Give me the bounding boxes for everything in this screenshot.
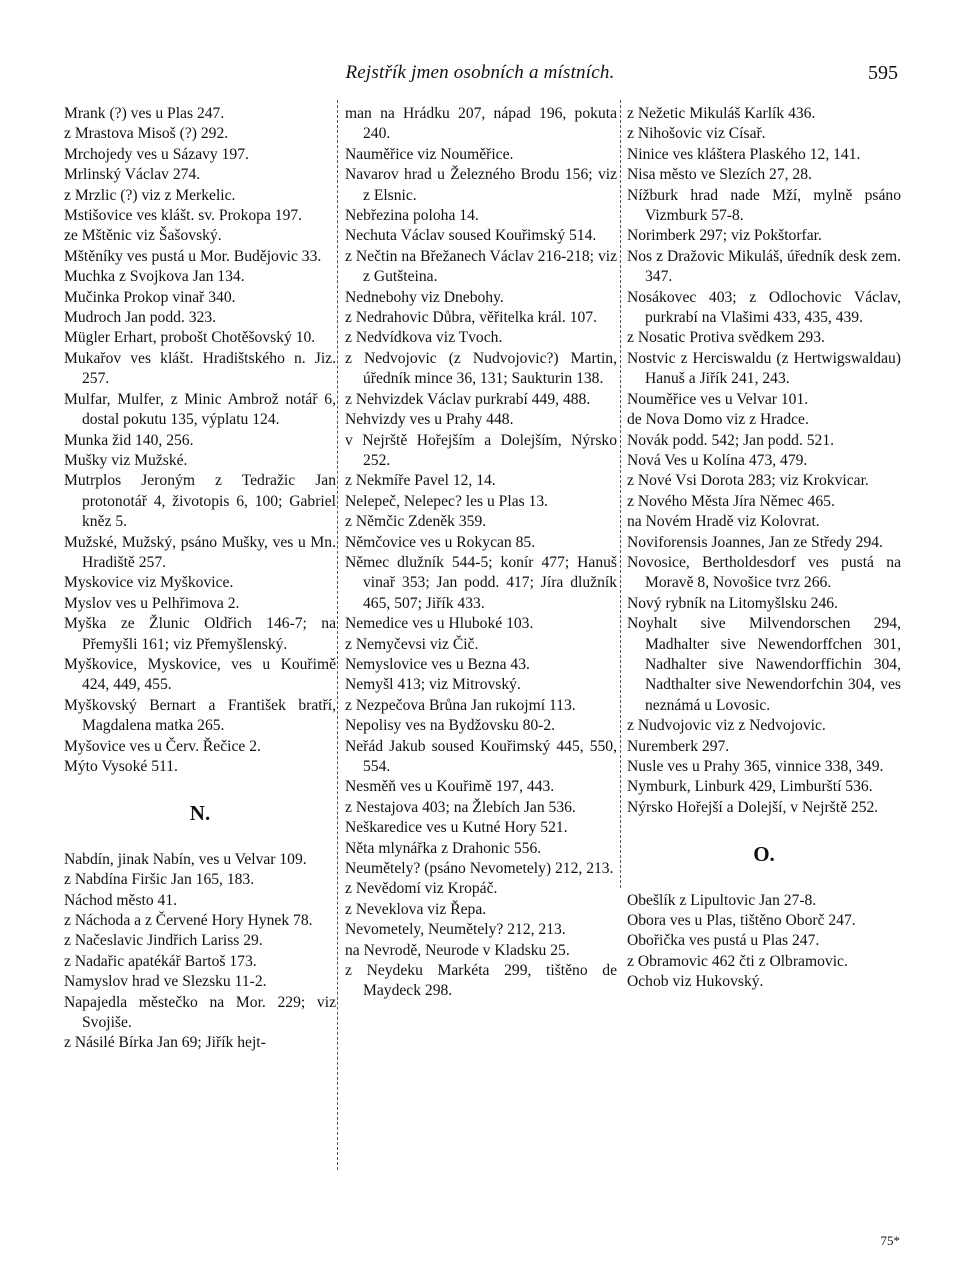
index-entry: Nemedice ves u Hluboké 103. [345,615,534,633]
index-entry: z Načeslavic Jindřich Lariss 29. [64,932,263,950]
entry-list [627,104,901,818]
index-entry: Neškaredice ves u Kutné Hory 521. [345,819,568,837]
index-entry: Myslov ves u Pelhřimova 2. [64,594,240,612]
index-entry: Mulfar, Mulfer, z Minic Ambrož notář 6, dostal pokutu 135, výplatu 124. [64,390,336,429]
column-divider-2 [620,100,621,888]
index-entry: Myškovský Bernart a František bratří, Magdalena matka 265. [64,696,336,735]
index-entry: z Nezpečova Brůna Jan rukojmí 113. [345,696,576,714]
index-entry: Nostvic z Herciswaldu (z Hertwigswaldau) Hanuš a Jiřík 241, 243. [627,349,901,388]
index-entry: Nemyslovice ves u Bezna 43. [345,655,530,673]
index-entry: Napajedla městečko na Mor. 229; viz Svojiše. [64,993,336,1032]
index-entry: Obora ves u Plas, tištěno Oborč 247. [627,912,856,930]
column-divider-1 [337,100,338,1170]
index-entry: z Nedrahovic Důbra, věřitelka král. 107. [345,309,597,327]
index-entry: Mutrplos Jeroným z Tedražic Jan protonotář 4, životopis 6, 100; Gabriel kněz 5. [64,472,336,531]
index-entry: z Nosatic Protiva svědkem 293. [627,329,825,347]
index-entry: Myskovice viz Myškovice. [64,574,234,592]
index-entry: na Nevrodě, Neurode v Kladsku 25. [345,941,570,959]
index-entry: Náchod město 41. [64,891,178,909]
index-entry: z Nabdína Firšic Jan 165, 183. [64,871,255,889]
index-entry: Myšovice ves u Červ. Řečice 2. [64,737,261,755]
index-entry: z Mrastova Misoš (?) 292. [64,125,229,143]
index-entry: Navarov hrad u Železného Brodu 156; viz z Elsnic. [345,166,617,204]
index-entry: Mštěníky ves pustá u Mor. Budějovic 33. [64,247,322,265]
index-entry: Norimberk 297; viz Pokštorfar. [627,227,822,245]
index-entry: Novosice, Bertholdesdorf ves pustá na Moravě 8, Novošice tvrz 266. [627,553,901,592]
index-entry: Nížburk hrad nade Mží, mylně psáno Vizmburk 57-8. [627,186,901,225]
index-entry: z Nevědomí viz Kropáč. [345,880,498,898]
index-entry: Mrchojedy ves u Sázavy 197. [64,145,249,163]
index-entry: Něta mlynářka z Drahonic 556. [345,839,542,857]
entry-list [627,891,901,993]
index-entry: z Nové Vsi Dorota 283; viz Krokvicar. [627,472,869,490]
index-entry: Myškovice, Myskovice, ves u Kouřimě 424, 449, 455. [64,655,336,694]
entry-list [345,104,617,1002]
index-entry: Nabdín, jinak Nabín, ves u Velvar 109. [64,850,307,868]
index-entry: Mudroch Jan podd. 323. [64,309,217,327]
index-column-3 [627,104,901,993]
index-entry: z Němčic Zdeněk 359. [345,513,487,531]
index-entry: Mušky viz Mužské. [64,451,188,469]
index-entry: z Nežetic Mikuláš Karlík 436. [627,105,816,122]
index-entry: Mügler Erhart, probošt Chotěšovský 10. [64,329,316,347]
index-entry: Noyhalt sive Milvendorschen 294, Madhalter sive Newendorffchen 301, Nadhalter sive Nawendorffichin 304, Nadthalter sive Newendorfchin 304, ves neznámá u Lovosic. [627,615,901,714]
index-entry: na Novém Hradě viz Kolovrat. [627,513,820,531]
index-entry: z Nemyčevsi viz Čič. [345,635,479,653]
index-entry: Němčovice ves u Rokycan 85. [345,533,536,551]
index-entry: z Neydeku Markéta 299, tištěno de Maydeck 298. [345,962,617,1000]
index-entry: Muchka z Svojkova Jan 134. [64,268,245,286]
index-entry: z Obramovic 462 čti z Olbramovic. [627,952,848,970]
index-entry: Neumětely? (psáno Nevometely) 212, 213. [345,860,614,878]
index-entry: Nový rybník na Litomyšlsku 246. [627,594,838,612]
index-entry: Mučinka Prokop vinař 340. [64,288,236,306]
index-entry: Nauměřice viz Nouměřice. [345,145,514,163]
index-entry: v Nejrště Hořejším a Dolejším, Nýrsko 252. [345,431,617,469]
index-entry: z Nového Města Jíra Němec 465. [627,492,835,510]
index-entry: Mrlinský Václav 274. [64,166,201,184]
index-entry: Nechuta Václav soused Kouřimský 514. [345,227,597,245]
index-column-1 [64,104,336,1054]
index-entry: Nesměň ves u Kouřimě 197, 443. [345,778,555,796]
index-entry: z Nihošovic viz Císař. [627,125,766,143]
index-entry: Nednebohy viz Dnebohy. [345,288,504,306]
page-number: 595 [868,62,898,84]
index-entry: Mukařov ves klášt. Hradištského n. Jiz. 257. [64,349,336,388]
index-entry: z Nekmíře Pavel 12, 14. [345,472,496,490]
index-entry: Nusle ves u Prahy 365, vinnice 338, 349. [627,758,884,775]
index-entry: Neřád Jakub soused Kouřimský 445, 550, 554. [345,737,617,775]
index-entry: z Nedvojovic (z Nudvojovic?) Martin, úředník mince 36, 131; Saukturin 138. [345,349,617,388]
index-entry: Nymburk, Linburk 429, Limburští 536. [627,778,873,796]
entry-list [64,850,336,1054]
index-entry: Obořička ves pustá u Plas 247. [627,932,820,950]
index-entry: Nosákovec 403; z Odlochovic Václav, purkrabí na Vlašimi 433, 435, 439. [627,288,901,327]
index-entry: z Náchoda a z Červené Hory Hynek 78. [64,912,313,930]
index-entry: Novák podd. 542; Jan podd. 521. [627,431,835,449]
index-entry: Noviforensis Joannes, Jan ze Středy 294. [627,533,883,551]
index-entry: z Nedvídkova viz Tvoch. [345,329,503,347]
index-entry: Nuremberk 297. [627,737,730,755]
index-entry: Obešlík z Lipultovic Jan 27-8. [627,891,817,909]
index-entry: z Nestajova 403; na Žlebích Jan 536. [345,798,576,816]
index-entry: Namyslov hrad ve Slezsku 11-2. [64,973,267,991]
index-entry: Mrank (?) ves u Plas 247. [64,105,225,122]
index-entry: Nehvizdy ves u Prahy 448. [345,411,514,429]
index-entry: Ochob viz Hukovský. [627,973,764,991]
index-entry: z Nečtin na Břežanech Václav 216-218; viz z Gutšteina. [345,247,617,286]
index-entry: z Nudvojovic viz z Nedvojovic. [627,717,826,735]
letter-heading-o: O. [753,842,775,867]
index-entry: Nisa město ve Slezích 27, 28. [627,166,812,184]
index-entry: Ninice ves kláštera Plaského 12, 141. [627,145,861,163]
index-entry: Nová Ves u Kolína 473, 479. [627,451,808,469]
entry-list [64,104,336,777]
signature-mark: 75* [880,1233,900,1248]
index-entry: z Neveklova viz Řepa. [345,900,487,918]
index-entry: Nevometely, Neumětely? 212, 213. [345,921,566,939]
index-entry: z Násilé Bírka Jan 69; Jiřík hejt- [64,1034,266,1052]
letter-heading-n: N. [189,801,211,826]
index-entry: Nouměřice ves u Velvar 101. [627,390,809,408]
index-entry: Myška ze Žlunic Oldřich 146-7; na Přemyšli 161; viz Přemyšlenský. [64,615,336,653]
index-entry: Mužské, Mužský, psáno Mušky, ves u Mn. Hradiště 257. [64,533,336,571]
index-entry: Nos z Dražovic Mikuláš, úředník desk zem. 347. [627,247,901,286]
index-entry: z Nadařic apatékář Bartoš 173. [64,952,257,970]
index-column-2 [345,104,617,1002]
index-entry: Nýrsko Hořejší a Dolejší, v Nejrště 252. [627,798,879,816]
index-entry: Munka žid 140, 256. [64,431,194,449]
index-entry: Nepolisy ves na Bydžovsku 80-2. [345,717,556,735]
index-entry: Mýto Vysoké 511. [64,758,178,775]
index-entry: Nelepeč, Nelepec? les u Plas 13. [345,492,549,510]
index-entry: Němec dlužník 544-5; konír 477; Hanuš vinař 353; Jan podd. 417; Jíra dlužník 465, 507; Jiřík 433. [345,553,617,612]
index-entry: Mstišovice ves klášt. sv. Prokopa 197. [64,207,303,225]
index-entry: z Nehvizdek Václav purkrabí 449, 488. [345,390,591,408]
index-entry: Nemyšl 413; viz Mitrovský. [345,676,521,694]
index-entry: z Mrzlic (?) viz z Merkelic. [64,186,236,204]
index-entry: Nebřezina poloha 14. [345,207,479,225]
running-title: Rejstřík jmen osobních a místních. [345,62,615,83]
index-entry: man na Hrádku 207, nápad 196, pokuta 240. [345,105,617,143]
index-entry: ze Mštěnic viz Šašovský. [64,227,222,245]
index-entry: de Nova Domo viz z Hradce. [627,411,809,429]
